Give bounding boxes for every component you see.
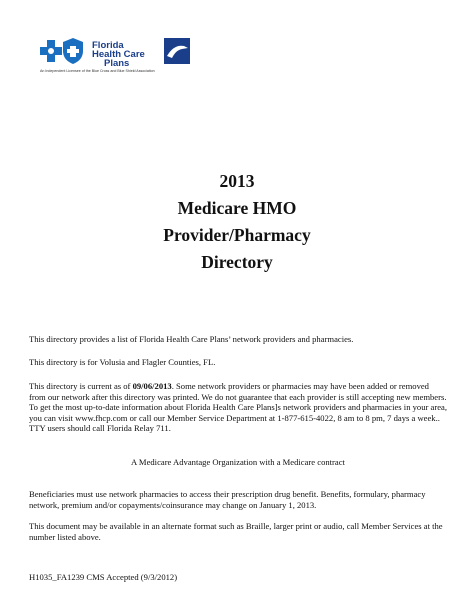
title-line-3: Provider/Pharmacy xyxy=(163,225,311,245)
currency-prefix: This directory is current as of xyxy=(29,381,133,391)
brand-name xyxy=(92,41,162,68)
currency-text: . Some network providers or pharmacies may have been added or removed from our network after this directory was printed. We do not guarantee that each provider is still accepting new members. To get the most up-to-date information about Florida Health Care Plans]s network providers and pharmacies in your area, you can visit www.fhcp.com or call our Member Service Department at 1-877-615-4022, 8 am to 8 pm, 7 days a week.. TTY users should call Florida Relay 711. xyxy=(29,381,447,433)
brand-line-1: Florida xyxy=(92,40,124,51)
currency-date: 09/06/2013 xyxy=(132,381,172,391)
paragraph-beneficiaries: Beneficiaries must use network pharmacies to access their prescription drug benefit. Benefits, formulary, pharmacy network, premium and/or copayments/coinsurance may change on January 1, 2013. xyxy=(29,489,426,510)
paragraph-currency xyxy=(29,381,447,434)
blue-cross-icon xyxy=(40,40,62,62)
title-year: 2013 xyxy=(219,171,255,191)
blue-shield-icon xyxy=(62,38,84,64)
pelican-icon xyxy=(164,38,190,64)
footer-code: H1035_FA1239 CMS Accepted (9/3/2012) xyxy=(29,572,178,582)
title-line-4: Directory xyxy=(201,252,273,272)
title-line-2: Medicare HMO xyxy=(177,198,297,218)
paragraph-purpose: This directory provides a list of Florida Health Care Plans’ network providers and pharmacies. xyxy=(29,334,354,344)
paragraph-counties: This directory is for Volusia and Flagler Counties, FL. xyxy=(29,357,216,367)
fhcp-logo xyxy=(40,38,190,80)
brand-line-2: Health Care xyxy=(92,49,145,60)
paragraph-alternate-format: This document may be available in an alternate format such as Braille, larger print or audio, call Member Services at the number listed above. xyxy=(29,521,443,542)
logo-tagline: An Independent Licensee of the Blue Cross and Blue Shield Association xyxy=(40,69,155,73)
document-title xyxy=(0,168,474,276)
brand-line-3: Plans xyxy=(104,58,130,69)
paragraph-medicare-contract: A Medicare Advantage Organization with a Medicare contract xyxy=(131,457,345,467)
